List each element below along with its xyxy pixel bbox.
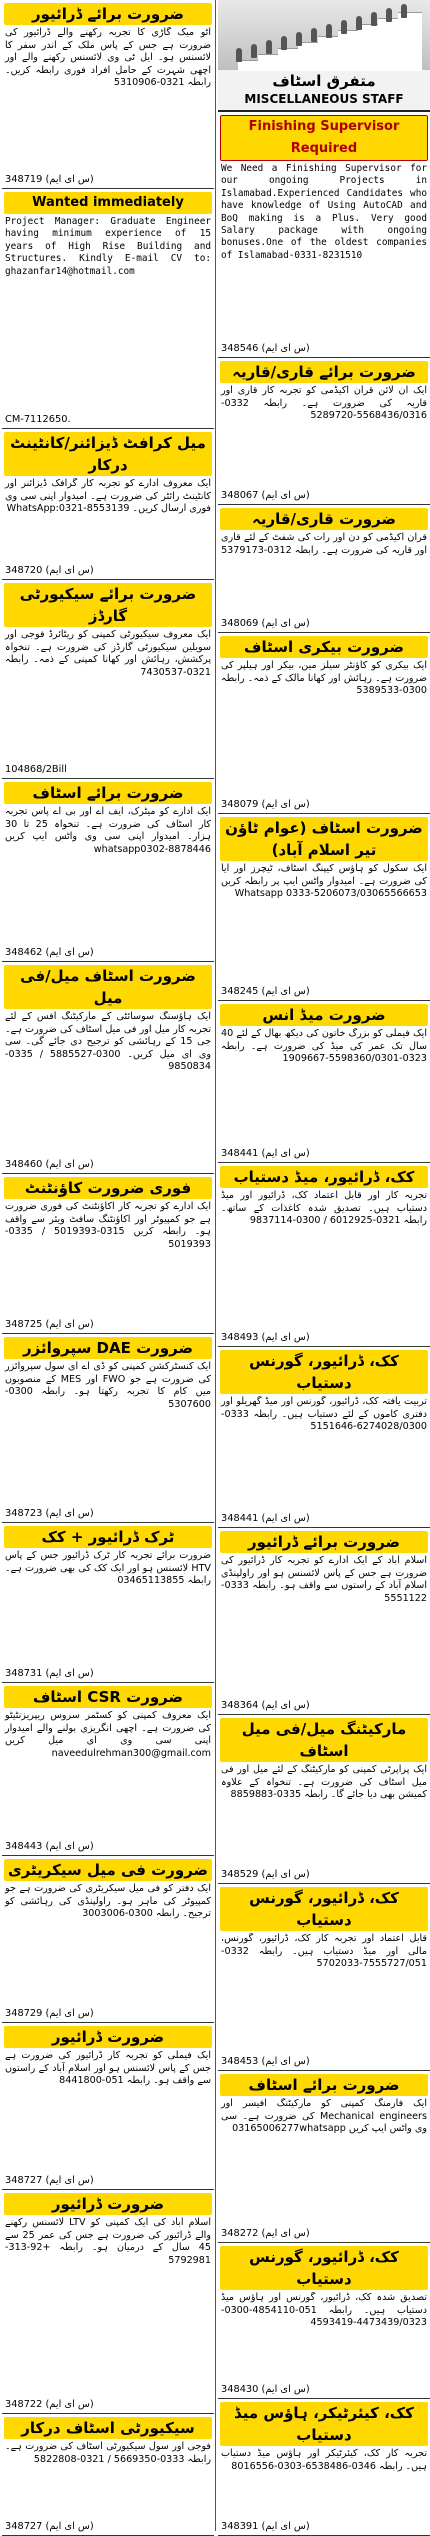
banner-title-urdu: متفرق اسٹاف: [272, 72, 376, 90]
ad-reference-suffix: ): [305, 490, 310, 501]
ad-title: ضرورت بیکری اسٹاف: [220, 636, 428, 658]
ad-reference: [2, 413, 214, 428]
ad-reference: [218, 1512, 430, 1527]
classified-ad: [2, 2023, 214, 2190]
ad-reference-number: 348272: [221, 2228, 259, 2239]
right-ads: [218, 112, 430, 2536]
ad-reference-number: 348720: [5, 565, 43, 576]
ad-reference-prefix: (س ای ایم: [258, 1332, 306, 1343]
ad-body: ایک معروف ادارے کو تجربہ کار گرافک ڈیزائنر اور کانٹینٹ رائٹر کی ضرورت ہے۔ امیدوار اپنی سی وی فوری ارسال کریں۔ WhatsApp:0321-8553139: [5, 478, 211, 515]
ad-reference-suffix: ): [305, 1513, 310, 1524]
ad-reference-suffix: ): [89, 2175, 94, 2186]
ad-reference: [2, 1318, 214, 1333]
ad-reference-suffix: ): [89, 565, 94, 576]
ad-reference: [2, 2398, 214, 2413]
classified-ad: [2, 580, 214, 779]
person-silhouette: [356, 16, 362, 30]
ad-reference-prefix: (س ای ایم: [258, 1513, 306, 1524]
ad-title: کک، کیئرٹیکر، ہاؤس میڈ دستیاب: [220, 2402, 428, 2446]
classified-ad: [2, 2414, 214, 2536]
ad-reference-suffix: ): [89, 1508, 94, 1519]
ad-body: ایک بیکری کو کاؤنٹر سیلز مین، بیکر اور ہیلپر کی ضرورت ہے۔ رہائش اور کھانا مالک کے ذمہ۔ رابطہ 0300-5389533: [221, 660, 427, 697]
ad-title: ضرورت اسٹاف (عوام ٹاؤن تیر اسلام آباد): [220, 817, 428, 861]
ad-reference-prefix: (س ای ایم: [42, 947, 90, 958]
ad-reference: [2, 1840, 214, 1855]
ad-title: ضرورت ڈرائیور: [4, 2026, 212, 2048]
ad-reference: [2, 1507, 214, 1522]
ad-reference-number: 348723: [5, 1508, 43, 1519]
ad-title: ضرورت برائے ڈرائیور: [220, 1531, 428, 1553]
ad-reference-prefix: (س ای ایم: [42, 1159, 90, 1170]
ad-reference-number: CM-7112650.: [5, 414, 71, 425]
ad-reference: [2, 2007, 214, 2022]
ad-reference: [218, 2520, 430, 2535]
ad-body: تجربہ کار کک، کیئرٹیکر اور ہاؤس میڈ دستیاب ہیں۔ رابطہ 0346-6538486-0303-8016556: [221, 2448, 427, 2472]
classified-ad: [2, 962, 214, 1174]
person-silhouette: [401, 4, 407, 18]
ad-reference-prefix: (س ای ایم: [42, 1841, 90, 1852]
ad-title: کک، ڈرائیور، گورنس دستیاب: [220, 2246, 428, 2290]
ad-reference: [2, 1158, 214, 1173]
ad-body: آٹو میک گاڑی کا تجربہ رکھنے والے ڈرائیور کی ضرورت ہے جس کے پاس ملک کے اندر سفر کا لائسنس ہو۔ ایل ٹی وی لائسنس رکھنے والے اور اچھی شہرت کے حامل افراد فوری رابطہ کریں۔ رابطہ 0321-5310906: [5, 27, 211, 89]
person-silhouette: [236, 48, 242, 62]
ad-reference-number: 348364: [221, 1700, 259, 1711]
ad-body: ایک معروف کمپنی کو کسٹمر سروس ریپریزنٹیٹو کی ضرورت ہے۔ اچھی انگریزی بولنے والے امیدوار اپنی سی وی ای میل کریں naveedulrehman300@gmail.com: [5, 1710, 211, 1759]
ad-reference-number: 348067: [221, 490, 259, 501]
ad-reference-number: 348069: [221, 618, 259, 629]
ad-reference-suffix: ): [305, 986, 310, 997]
staircase-illustration: [218, 0, 430, 70]
ad-title: کک، ڈرائیور، گورنس دستیاب: [220, 1350, 428, 1394]
classified-ad: [218, 1528, 430, 1715]
ad-reference: [218, 489, 430, 504]
ad-reference: [2, 763, 214, 778]
person-silhouette: [311, 28, 317, 42]
ad-body: We Need a Finishing Supervisor for our ongoing Projects in Islamabad.Experienced Candidates who have knowledge of Using AutoCAD and BoQ making is a Plus. Very good Salary package with ongoing bonuses.One of the oldest companies of Islamabad-0331-8231510: [221, 163, 427, 261]
ad-title: فوری ضرورت کاؤنٹنٹ: [4, 1177, 212, 1199]
ad-reference-number: 348245: [221, 986, 259, 997]
ad-reference-prefix: (س ای ایم: [258, 2228, 306, 2239]
ad-title: کک، ڈرائیور، میڈ دستیاب: [220, 1166, 428, 1188]
right-column: [218, 0, 430, 2536]
ad-reference: [218, 342, 430, 357]
ad-reference-suffix: ): [305, 799, 310, 810]
ad-reference-suffix: ): [89, 174, 94, 185]
person-silhouette: [326, 24, 332, 38]
ad-reference-number: 348727: [5, 2521, 43, 2532]
ad-reference: [218, 2055, 430, 2070]
ad-reference-number: 348731: [5, 1668, 43, 1679]
ad-title: ضرورت CSR اسٹاف: [4, 1686, 212, 1708]
ad-reference-number: 348493: [221, 1332, 259, 1343]
misc-staff-banner: [218, 0, 430, 112]
person-silhouette: [386, 8, 392, 22]
ad-body: ایک معروف سیکیورٹی کمپنی کو ریٹائرڈ فوجی اور سویلین سیکیورٹی گارڈز کی ضرورت ہے۔ تنخواہ پرکشش، رہائش اور کھانا کمپنی کے ذمہ۔ رابطہ 0321-7430537: [5, 629, 211, 678]
column-divider: [215, 0, 216, 2531]
ad-reference-suffix: ): [305, 2521, 310, 2532]
ad-reference-prefix: (س ای ایم: [258, 343, 306, 354]
ad-reference-number: 348453: [221, 2056, 259, 2067]
ad-reference-number: 348462: [5, 947, 43, 958]
ad-reference-prefix: (س ای ایم: [258, 2056, 306, 2067]
ad-reference-prefix: (س ای ایم: [42, 2399, 90, 2410]
ad-reference-prefix: (س ای ایم: [258, 2521, 306, 2532]
ad-body: اسلام آباد کی ایک کمپنی کو LTV لائسنس رکھنے والے ڈرائیور کی ضرورت ہے جس کی عمر 25 سے 45 سال کے درمیان ہو۔ رابطہ +92-313-5792981: [5, 2217, 211, 2266]
ad-reference-number: 348546: [221, 343, 259, 354]
ad-body: تصدیق شدہ کک، ڈرائیور، گورنس اور ہاؤس میڈ دستیاب ہیں۔ رابطہ 051-4854110-0300-4473439/0323-4593419: [221, 2292, 427, 2329]
ad-reference-prefix: (س ای ایم: [258, 490, 306, 501]
ad-reference-prefix: (س ای ایم: [258, 1148, 306, 1159]
ad-title: ضرورت میڈ انس: [220, 1004, 428, 1026]
ad-reference-suffix: ): [305, 2384, 310, 2395]
ad-body: ایک پراپرٹی کمپنی کو مارکیٹنگ کے لئے میل اور فی میل اسٹاف کی ضرورت ہے۔ تنخواہ کے علاوہ کمیشن بھی دیا جائے گا۔ رابطہ 0335-8859883: [221, 1764, 427, 1801]
ad-body: ایک فیملی کو بزرگ خاتون کی دیکھ بھال کے لئے 40 سال تک عمر کی میڈ کی ضرورت ہے۔ رابطہ 0323-5598360/0301-1909667: [221, 1028, 427, 1065]
classified-ad: [2, 779, 214, 962]
ad-title: ضرورت برائے اسٹاف: [4, 782, 212, 804]
ad-reference-prefix: (س ای ایم: [258, 986, 306, 997]
person-silhouette: [266, 40, 272, 54]
ad-reference: [218, 798, 430, 813]
ad-body: ضرورت برائے تجربہ کار ٹرک ڈرائیور جس کے پاس HTV لائسنس ہو اور ایک کک کی بھی ضرورت ہے۔ رابطہ 03465113855: [5, 1550, 211, 1587]
ad-reference-number: 348725: [5, 1319, 43, 1330]
ad-body: ایک ادارے کو میٹرک، ایف اے اور بی اے پاس تجربہ کار اسٹاف کی ضرورت ہے۔ تنخواہ 25 تا 30 ہزار۔ امیدوار اپنی سی وی واٹس ایپ کریں whatsapp0302-8878446: [5, 806, 211, 855]
left-column: [2, 0, 214, 2536]
ad-body: ایک سکول کو ہاؤس کیپنگ اسٹاف، ٹیچرز اور آیا کی ضرورت ہے۔ امیدوار واٹس ایپ پر رابطہ کریں Whatsapp 0333-5206073/03065566653: [221, 863, 427, 900]
ad-reference-suffix: ): [89, 2521, 94, 2532]
ad-title: Finishing Supervisor Required: [220, 115, 428, 161]
ad-title: Wanted immediately: [4, 192, 212, 214]
ad-reference-prefix: (س ای ایم: [42, 2008, 90, 2019]
classified-ad: [218, 112, 430, 358]
person-silhouette: [251, 44, 257, 58]
ad-reference: [2, 2520, 214, 2535]
ad-reference-prefix: (س ای ایم: [42, 1319, 90, 1330]
ad-reference-suffix: ): [305, 1332, 310, 1343]
ad-title: ضرورت برائے ڈرائیور: [4, 3, 212, 25]
classified-ad: [218, 1347, 430, 1528]
banner-title-english: MISCELLANEOUS STAFF: [244, 92, 404, 106]
ad-body: ایک ادارے کو تجربہ کار اکاؤنٹنٹ کی فوری ضرورت ہے جو کمپیوٹر اور اکاؤنٹنگ سافٹ ویئر سے واقف ہو۔ رابطہ کریں 0315-5019393 / 0335-5019393: [5, 1201, 211, 1250]
classified-ad: [218, 2399, 430, 2536]
ad-reference-suffix: ): [89, 1159, 94, 1170]
ad-body: ایک آن لائن قرآن اکیڈمی کو تجربہ کار قاری اور قاریہ کی ضرورت ہے۔ رابطہ 0332-5568436/0316-5289720: [221, 385, 427, 422]
ad-body: ایک فیملی کو تجربہ کار ڈرائیور کی ضرورت ہے جس کے پاس لائسنس ہو اور اسلام آباد کے راستوں سے واقف ہو۔ رابطہ 051-8441800: [5, 2050, 211, 2087]
classified-ad: [218, 1884, 430, 2071]
ad-title: ضرورت برائے سیکیورٹی گارڈز: [4, 583, 212, 627]
ad-body: ایک ہاؤسنگ سوسائٹی کے مارکیٹنگ آفس کے لئے تجربہ کار میل اور فی میل اسٹاف کی ضرورت ہے۔ جی 15 کے رہائشی کو ترجیح دی جائے گی۔ سی وی ای میل کریں۔ 0300-5885527 / 0335-9850834: [5, 1011, 212, 1073]
ad-reference-prefix: (س ای ایم: [42, 1668, 90, 1679]
ad-title: ضرورت ڈرائیور: [4, 2193, 212, 2215]
ad-reference-prefix: (س ای ایم: [42, 2175, 90, 2186]
ad-reference-number: 348722: [5, 2399, 43, 2410]
ad-reference-number: 348727: [5, 2175, 43, 2186]
person-silhouette: [371, 12, 377, 26]
ad-reference-suffix: ): [305, 2228, 310, 2239]
classified-ad: [2, 189, 214, 429]
ad-body: قابل اعتماد اور تجربہ کار کک، ڈرائیور، گورنس، مالی اور میڈ دستیاب ہیں۔ رابطہ 0332-7555727/051-5702033: [221, 1933, 427, 1970]
classified-ad: [2, 0, 214, 189]
ad-title: ضرورت DAE سپروائزر: [4, 1337, 212, 1359]
ad-title: مارکیٹنگ میل/فی میل اسٹاف: [220, 1718, 428, 1762]
classified-ad: [218, 1001, 430, 1163]
ad-reference-suffix: ): [89, 1668, 94, 1679]
ad-reference-prefix: (س ای ایم: [258, 1869, 306, 1880]
ad-reference-suffix: ): [305, 1869, 310, 1880]
ad-body: تربیت یافتہ کک، ڈرائیور، گورنس اور میڈ گھریلو اور دفتری کاموں کے لئے دستیاب ہیں۔ رابطہ 0333-6274028/0300-5151646: [221, 1396, 427, 1433]
ad-title: ضرورت قاری/قاریہ: [220, 508, 428, 530]
ad-reference-number: 348430: [221, 2384, 259, 2395]
classified-ad: [218, 1715, 430, 1884]
ad-reference-number: 348729: [5, 2008, 43, 2019]
stair-step: [398, 12, 422, 71]
ad-reference-suffix: ): [305, 2056, 310, 2067]
ad-reference: [2, 1667, 214, 1682]
ad-reference: [2, 2174, 214, 2189]
classified-ad: [2, 1334, 214, 1523]
ad-body: ایک فارمنگ کمپنی کو مارکیٹنگ آفیسر اور Mechanical engineers کی ضرورت ہے۔ سی وی واٹس ایپ کریں 03165006277whatsapp: [221, 2098, 427, 2135]
person-silhouette: [341, 20, 347, 34]
ad-body: ایک کنسٹرکشن کمپنی کو ڈی اے ای سول سپروائزر کی ضرورت ہے جو FWO اور MES کے منصوبوں میں کام کا تجربہ رکھتا ہو۔ رابطہ 0300-5307600: [5, 1361, 211, 1410]
ad-reference: [218, 617, 430, 632]
classified-ad: [2, 1523, 214, 1683]
ad-title: میل کرافٹ ڈیزائنر/کانٹینٹ درکار: [4, 432, 212, 476]
ad-body: تجربہ کار اور قابل اعتماد کک، ڈرائیور اور میڈ دستیاب ہیں۔ تصدیق شدہ کاغذات کے ساتھ۔ رابطہ 0321-6012925 / 0300-9837114: [221, 1190, 427, 1227]
ad-reference-suffix: ): [305, 343, 310, 354]
ad-reference-prefix: (س ای ایم: [258, 2384, 306, 2395]
ad-title: کک، ڈرائیور، گورنس دستیاب: [220, 1887, 428, 1931]
ad-body: Project Manager: Graduate Engineer having minimum experience of 15 years of High Rise Building and Structures. Kindly E-mail CV to: ghazanfar14@hotmail.com: [5, 216, 211, 277]
ad-title: سیکیورٹی اسٹاف درکار: [4, 2417, 212, 2439]
ad-reference: [218, 985, 430, 1000]
classified-ad: [218, 633, 430, 814]
ad-reference: [2, 564, 214, 579]
classified-ad: [2, 1683, 214, 1856]
classified-ad: [218, 505, 430, 633]
ad-reference-suffix: ): [89, 2008, 94, 2019]
ad-reference-prefix: (س ای ایم: [258, 799, 306, 810]
classified-ad: [218, 2243, 430, 2399]
ad-reference: [218, 1331, 430, 1346]
ad-title: ضرورت برائے قاری/قاریہ: [220, 361, 428, 383]
ad-body: اسلام آباد کے ایک ادارے کو تجربہ کار ڈرائیور کی ضرورت ہے جس کے پاس لائسنس ہو اور راولپنڈی اسلام آباد کے راستوں سے واقف ہو۔ رابطہ 0333-5551122: [221, 1555, 427, 1604]
classified-ad: [218, 814, 430, 1001]
classified-ad: [2, 1174, 214, 1334]
ad-reference-suffix: ): [305, 618, 310, 629]
ad-reference: [218, 1147, 430, 1162]
ad-reference-number: 348460: [5, 1159, 43, 1170]
ad-body: قرآن اکیڈمی کو دن اور رات کی شفٹ کے لئے قاری اور قاریہ کی ضرورت ہے۔ رابطہ 0312-5379173: [221, 532, 427, 556]
ad-reference: [2, 946, 214, 961]
ad-reference-number: 348079: [221, 799, 259, 810]
ad-reference-suffix: ): [305, 1148, 310, 1159]
ad-reference-prefix: (س ای ایم: [42, 2521, 90, 2532]
ad-reference-prefix: (س ای ایم: [42, 565, 90, 576]
ad-reference-number: 348441: [221, 1148, 259, 1159]
ad-title: ٹرک ڈرائیور + کک: [4, 1526, 212, 1548]
ad-reference-suffix: ): [89, 2399, 94, 2410]
ad-reference: [2, 173, 214, 188]
ad-reference: [218, 1868, 430, 1883]
ad-title: ضرورت فی میل سیکریٹری: [4, 1859, 212, 1881]
classified-ad: [2, 1856, 214, 2023]
ad-reference-number: 348719: [5, 174, 43, 185]
ad-reference-suffix: ): [305, 1700, 310, 1711]
classified-ad: [218, 2071, 430, 2243]
ad-body: فوجی اور سول سیکیورٹی اسٹاف کی ضرورت ہے۔ رابطہ 0333-5669350 / 0321-5822808: [5, 2441, 211, 2465]
ad-reference-prefix: (س ای ایم: [42, 1508, 90, 1519]
classified-ad: [2, 429, 214, 580]
ad-reference: [218, 2227, 430, 2242]
ad-reference-number: 104868/2Bill: [5, 764, 67, 775]
ad-body: ایک دفتر کو فی میل سیکریٹری کی ضرورت ہے جو کمپیوٹر کی ماہر ہو۔ راولپنڈی کی رہائشی کو ترجیح۔ رابطہ 0300-3003006: [5, 1883, 211, 1920]
ad-reference-prefix: (س ای ایم: [258, 1700, 306, 1711]
ad-reference: [218, 1699, 430, 1714]
classified-ad: [218, 358, 430, 505]
person-silhouette: [281, 36, 287, 50]
ad-reference-suffix: ): [89, 947, 94, 958]
ad-title: ضرورت اسٹاف میل/فی میل: [4, 965, 212, 1009]
classified-ad: [2, 2190, 214, 2414]
classified-ad: [218, 1163, 430, 1347]
ad-title: ضرورت برائے اسٹاف: [220, 2074, 428, 2096]
ad-reference-suffix: ): [89, 1841, 94, 1852]
ad-reference-number: 348391: [221, 2521, 259, 2532]
ad-reference-prefix: (س ای ایم: [258, 618, 306, 629]
ad-reference-number: 348529: [221, 1869, 259, 1880]
ad-reference: [218, 2383, 430, 2398]
ad-reference-number: 348441: [221, 1513, 259, 1524]
ad-reference-suffix: ): [89, 1319, 94, 1330]
ad-reference-number: 348443: [5, 1841, 43, 1852]
person-silhouette: [296, 32, 302, 46]
ad-reference-prefix: (س ای ایم: [42, 174, 90, 185]
